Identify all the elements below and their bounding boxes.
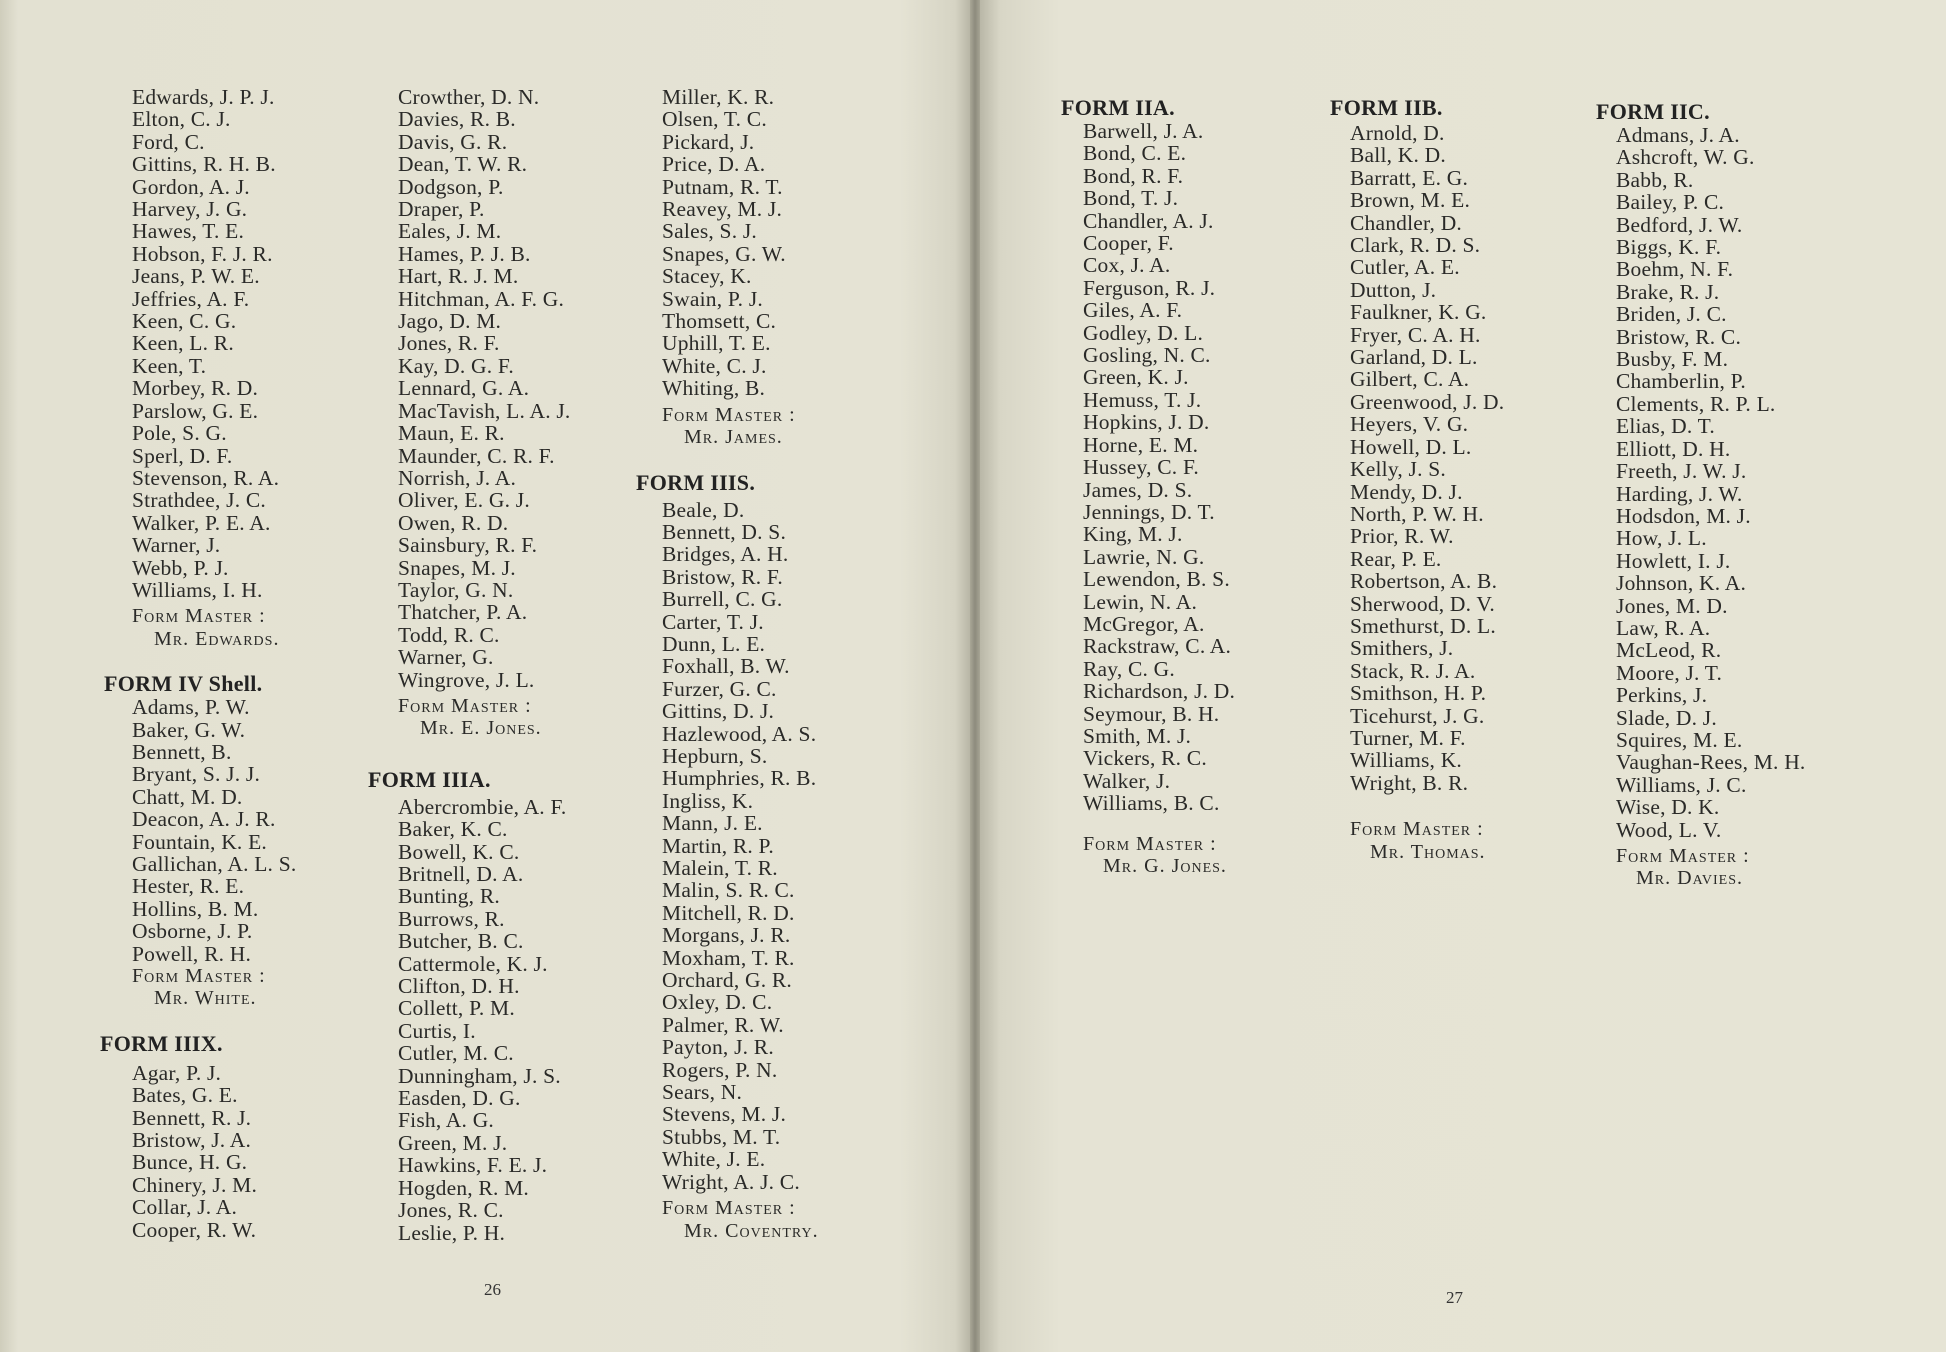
student-name: Harding, J. W.: [1616, 481, 1743, 506]
name-list: [398, 796, 668, 1244]
student-name: Collett, P. M.: [398, 996, 515, 1021]
student-name: Agar, P. J.: [132, 1060, 222, 1085]
student-name: Gosling, N. C.: [1083, 343, 1211, 368]
student-name: Walker, P. E. A.: [132, 510, 271, 535]
student-name: Bennett, D. S.: [662, 519, 787, 544]
student-name: Vickers, R. C.: [1083, 746, 1207, 771]
student-name: Swain, P. J.: [662, 286, 763, 311]
student-name: Sales, S. J.: [662, 219, 757, 244]
student-name: McGregor, A.: [1083, 611, 1205, 636]
student-name: Wright, A. J. C.: [662, 1169, 800, 1194]
student-name: Keen, C. G.: [132, 309, 237, 334]
form-master-name: Mr. E. Jones.: [420, 717, 542, 740]
student-name: Barwell, J. A.: [1083, 119, 1204, 143]
student-name: Cooper, R. W.: [132, 1217, 257, 1242]
student-name: Hart, R. J. M.: [398, 264, 519, 289]
student-name: Barratt, E. G.: [1350, 165, 1469, 190]
form-heading: FORM IIA.: [1061, 95, 1175, 120]
page-number: 27: [1446, 1288, 1463, 1307]
name-list: [662, 86, 932, 400]
student-name: Heyers, V. G.: [1350, 412, 1469, 437]
student-name: Bennett, R. J.: [132, 1105, 252, 1130]
student-name: Butcher, B. C.: [398, 929, 524, 954]
student-name: Maunder, C. R. F.: [398, 443, 555, 468]
left-col-3: [636, 85, 932, 1242]
student-name: Pole, S. G.: [132, 421, 227, 446]
student-name: Sears, N.: [662, 1080, 743, 1105]
student-name: Keen, T.: [132, 353, 207, 378]
student-name: Bates, G. E.: [132, 1083, 238, 1108]
student-name: Bristow, J. A.: [132, 1128, 252, 1153]
form-master-label: Form Master :: [1616, 845, 1750, 867]
student-name: Richardson, J. D.: [1083, 679, 1236, 704]
student-name: Snapes, M. J.: [398, 555, 516, 580]
student-name: Deacon, A. J. R.: [132, 807, 276, 832]
student-name: Elias, D. T.: [1616, 414, 1715, 439]
student-name: Palmer, R. W.: [662, 1012, 784, 1037]
student-name: Horne, E. M.: [1083, 432, 1199, 457]
student-name: Warner, J.: [132, 533, 221, 558]
form-master-name: Mr. G. Jones.: [1103, 855, 1227, 877]
student-name: Eales, J. M.: [398, 219, 502, 244]
student-name: Lewendon, B. S.: [1083, 567, 1230, 592]
student-name: Dunningham, J. S.: [398, 1063, 561, 1088]
student-name: How, J. L.: [1616, 526, 1707, 551]
name-list: [132, 696, 402, 965]
student-name: King, M. J.: [1083, 522, 1183, 547]
right-col-3: [1596, 100, 1866, 890]
student-name: Smethurst, D. L.: [1350, 613, 1496, 638]
name-list: [1330, 122, 1600, 794]
student-name: Clifton, D. H.: [398, 974, 520, 999]
student-name: Draper, P.: [398, 197, 485, 222]
student-name: Todd, R. C.: [398, 622, 500, 647]
student-name: Jeans, P. W. E.: [132, 264, 260, 289]
student-name: Babb, R.: [1616, 167, 1694, 192]
student-name: Bristow, R. F.: [662, 564, 783, 589]
student-name: Humphries, R. B.: [662, 766, 817, 791]
student-name: Mendy, D. J.: [1350, 479, 1463, 504]
form-master-label: Form Master :: [662, 1197, 796, 1220]
student-name: Fish, A. G.: [398, 1108, 494, 1133]
form-master-name: Mr. James.: [684, 426, 783, 449]
student-name: Wise, D. K.: [1616, 795, 1720, 820]
student-name: Ingliss, K.: [662, 788, 754, 813]
student-name: Hazlewood, A. S.: [662, 721, 817, 746]
student-name: Davis, G. R.: [398, 129, 508, 154]
form-heading: FORM IIIX.: [100, 1030, 223, 1056]
student-name: Hames, P. J. B.: [398, 241, 531, 266]
student-name: Malin, S. R. C.: [662, 878, 795, 903]
form-master-label: Form Master :: [132, 965, 266, 988]
form-master-name: Mr. Edwards.: [154, 627, 280, 650]
student-name: Britnell, D. A.: [398, 862, 524, 886]
student-name: Leslie, P. H.: [398, 1220, 506, 1245]
student-name: McLeod, R.: [1616, 638, 1722, 663]
student-name: Hepburn, S.: [662, 743, 768, 768]
student-name: Sherwood, D. V.: [1350, 591, 1495, 616]
student-name: Morbey, R. D.: [132, 376, 259, 401]
student-name: Williams, B. C.: [1083, 791, 1220, 816]
student-name: Lennard, G. A.: [398, 376, 530, 401]
student-name: Cooper, F.: [1083, 231, 1174, 256]
student-name: Dutton, J.: [1350, 277, 1437, 302]
name-list: [398, 86, 668, 691]
student-name: Stack, R. J. A.: [1350, 658, 1476, 683]
student-name: Howell, D. L.: [1350, 434, 1472, 459]
student-name: Powell, R. H.: [132, 941, 252, 966]
student-name: Hawkins, F. E. J.: [398, 1153, 548, 1178]
student-name: Bond, T. J.: [1083, 186, 1179, 211]
name-list: [1061, 120, 1331, 815]
student-name: Putnam, R. T.: [662, 174, 783, 199]
student-name: Baker, K. C.: [398, 817, 508, 842]
student-name: Bryant, S. J. J.: [132, 762, 261, 787]
student-name: Smith, M. J.: [1083, 723, 1192, 748]
student-name: Williams, K.: [1350, 748, 1463, 773]
student-name: Gilbert, C. A.: [1350, 367, 1470, 392]
left-col-1: [100, 85, 402, 1242]
student-name: Prior, R. W.: [1350, 524, 1454, 549]
student-name: Thatcher, P. A.: [398, 600, 528, 625]
student-name: Carter, T. J.: [662, 609, 764, 634]
student-name: Ferguson, R. J.: [1083, 275, 1216, 300]
student-name: Giles, A. F.: [1083, 298, 1183, 323]
student-name: Burrell, C. G.: [662, 587, 783, 612]
student-name: Hester, R. E.: [132, 874, 245, 899]
student-name: Hobson, F. J. R.: [132, 241, 273, 266]
student-name: Hodsdon, M. J.: [1616, 503, 1751, 528]
form-heading: FORM IV Shell.: [104, 671, 263, 697]
student-name: Bunce, H. G.: [132, 1150, 248, 1175]
student-name: Osborne, J. P.: [132, 919, 253, 944]
student-name: James, D. S.: [1083, 477, 1193, 502]
student-name: Green, M. J.: [398, 1130, 508, 1155]
student-name: Ashcroft, W. G.: [1616, 145, 1755, 170]
book-gutter: [970, 0, 980, 1352]
student-name: Dodgson, P.: [398, 174, 504, 199]
form-heading: FORM IIC.: [1596, 99, 1710, 124]
student-name: Bristow, R. C.: [1616, 324, 1742, 349]
student-name: Bond, C. E.: [1083, 141, 1187, 166]
student-name: Law, R. A.: [1616, 615, 1711, 640]
student-name: Bunting, R.: [398, 884, 500, 909]
form-heading: FORM IIB.: [1330, 95, 1443, 120]
student-name: Cox, J. A.: [1083, 253, 1171, 278]
form-master-label: Form Master :: [662, 403, 796, 426]
student-name: Fountain, K. E.: [132, 829, 267, 854]
student-name: Busby, F. M.: [1616, 347, 1729, 372]
student-name: Snapes, G. W.: [662, 241, 786, 266]
form-master-name: Mr. Davies.: [1636, 867, 1743, 890]
student-name: Ball, K. D.: [1350, 143, 1446, 168]
name-list: [1596, 124, 1866, 841]
student-name: Malein, T. R.: [662, 856, 778, 880]
student-name: Thomsett, C.: [662, 309, 777, 334]
student-name: Burrows, R.: [398, 906, 505, 931]
student-name: Fryer, C. A. H.: [1350, 322, 1481, 347]
student-name: Vaughan-Rees, M. H.: [1616, 750, 1806, 775]
form-master-label: Form Master :: [398, 694, 532, 717]
student-name: Green, K. J.: [1083, 365, 1189, 390]
student-name: Brown, M. E.: [1350, 188, 1471, 213]
student-name: Strathdee, J. C.: [132, 488, 266, 513]
student-name: Chatt, M. D.: [132, 784, 243, 809]
student-name: Bond, R. F.: [1083, 163, 1184, 188]
student-name: Webb, P. J.: [132, 555, 229, 580]
student-name: Hussey, C. F.: [1083, 455, 1199, 480]
student-name: Ray, C. G.: [1083, 656, 1175, 681]
student-name: Gordon, A. J.: [132, 174, 250, 199]
student-name: Chandler, A. J.: [1083, 208, 1214, 233]
student-name: Mitchell, R. D.: [662, 900, 795, 925]
student-name: Foxhall, B. W.: [662, 654, 790, 679]
student-name: Williams, J. C.: [1616, 772, 1747, 797]
student-name: Johnson, K. A.: [1616, 571, 1747, 596]
student-name: Oxley, D. C.: [662, 990, 773, 1015]
student-name: Stevens, M. J.: [662, 1102, 787, 1127]
form-master-label: Form Master :: [1350, 818, 1484, 841]
student-name: White, C. J.: [662, 353, 767, 378]
student-name: Wingrove, J. L.: [398, 667, 535, 692]
student-name: Gittins, D. J.: [662, 699, 775, 724]
student-name: Payton, J. R.: [662, 1035, 774, 1060]
student-name: Collar, J. A.: [132, 1195, 238, 1220]
form-heading: FORM IIIS.: [636, 469, 756, 495]
student-name: Edwards, J. P. J.: [132, 85, 275, 109]
student-name: Cutler, A. E.: [1350, 255, 1460, 280]
student-name: Briden, J. C.: [1616, 302, 1727, 327]
student-name: Bailey, P. C.: [1616, 190, 1725, 215]
form-master-name: Mr. Coventry.: [684, 1219, 819, 1242]
student-name: Hemuss, T. J.: [1083, 387, 1202, 412]
student-name: Boehm, N. F.: [1616, 257, 1734, 282]
form-master-name: Mr. White.: [154, 987, 257, 1010]
student-name: Hogden, R. M.: [398, 1175, 530, 1200]
student-name: Elton, C. J.: [132, 107, 231, 132]
student-name: Howlett, I. J.: [1616, 548, 1731, 573]
student-name: Beale, D.: [662, 497, 745, 522]
student-name: Adams, P. W.: [132, 695, 250, 720]
right-col-1: [1061, 96, 1331, 877]
form-master-name: Mr. Thomas.: [1370, 840, 1486, 863]
student-name: Owen, R. D.: [398, 510, 509, 535]
student-name: Brake, R. J.: [1616, 279, 1720, 304]
student-name: Godley, D. L.: [1083, 320, 1204, 345]
student-name: Jeffries, A. F.: [132, 286, 250, 311]
student-name: Cattermole, K. J.: [398, 951, 548, 976]
form-master-label: Form Master :: [132, 605, 266, 628]
student-name: Cutler, M. C.: [398, 1041, 514, 1066]
student-name: Bennett, B.: [132, 739, 232, 764]
student-name: Orchard, G. R.: [662, 968, 792, 993]
student-name: Jones, R. C.: [398, 1198, 504, 1223]
student-name: Freeth, J. W. J.: [1616, 459, 1747, 484]
student-name: Bridges, A. H.: [662, 542, 789, 567]
student-name: Sainsbury, R. F.: [398, 533, 538, 558]
student-name: Admans, J. A.: [1616, 123, 1740, 147]
student-name: Jones, R. F.: [398, 331, 500, 356]
student-name: Dean, T. W. R.: [398, 152, 528, 177]
student-name: Baker, G. W.: [132, 717, 246, 742]
student-name: Furzer, G. C.: [662, 676, 777, 701]
student-name: Keen, L. R.: [132, 331, 234, 356]
student-name: Mann, J. E.: [662, 811, 763, 836]
student-name: Abercrombie, A. F.: [398, 794, 567, 819]
student-name: Moxham, T. R.: [662, 945, 795, 970]
student-name: Rear, P. E.: [1350, 546, 1442, 571]
student-name: Maun, E. R.: [398, 421, 505, 446]
left-col-2: [368, 85, 668, 1245]
student-name: Martin, R. P.: [662, 833, 774, 858]
student-name: Stubbs, M. T.: [662, 1124, 781, 1149]
student-name: Norrish, J. A.: [398, 465, 517, 490]
student-name: Kay, D. G. F.: [398, 353, 514, 378]
student-name: Hollins, B. M.: [132, 896, 259, 921]
student-name: Dunn, L. E.: [662, 631, 766, 656]
student-name: Morgans, J. R.: [662, 923, 791, 948]
right-page: [980, 0, 1946, 1352]
student-name: Seymour, B. H.: [1083, 701, 1220, 726]
student-name: Arnold, D.: [1350, 121, 1445, 145]
student-name: Hopkins, J. D.: [1083, 410, 1210, 435]
student-name: Greenwood, J. D.: [1350, 389, 1505, 414]
student-name: Clark, R. D. S.: [1350, 233, 1481, 258]
student-name: Rogers, P. N.: [662, 1057, 778, 1082]
student-name: Faulkner, K. G.: [1350, 300, 1487, 325]
student-name: Gallichan, A. L. S.: [132, 852, 297, 876]
student-name: Easden, D. G.: [398, 1086, 521, 1111]
student-name: Clements, R. P. L.: [1616, 391, 1776, 416]
student-name: Biggs, K. F.: [1616, 235, 1722, 260]
student-name: Wood, L. V.: [1616, 817, 1722, 842]
name-list: [132, 86, 402, 601]
student-name: Slade, D. J.: [1616, 705, 1717, 730]
student-name: Bowell, K. C.: [398, 839, 520, 864]
student-name: Hitchman, A. F. G.: [398, 286, 565, 311]
student-name: North, P. W. H.: [1350, 501, 1484, 526]
student-name: Miller, K. R.: [662, 85, 775, 109]
student-name: Warner, G.: [398, 645, 494, 670]
student-name: Oliver, E. G. J.: [398, 488, 530, 513]
page-number: 26: [484, 1280, 501, 1299]
student-name: Lawrie, N. G.: [1083, 544, 1205, 569]
name-list: [662, 499, 932, 1194]
student-name: Stevenson, R. A.: [132, 465, 280, 490]
student-name: Moore, J. T.: [1616, 660, 1723, 685]
student-name: Hawes, T. E.: [132, 219, 245, 244]
student-name: Jones, M. D.: [1616, 593, 1728, 618]
student-name: Taylor, G. N.: [398, 577, 514, 602]
student-name: Rackstraw, C. A.: [1083, 634, 1232, 659]
student-name: Chandler, D.: [1350, 210, 1462, 235]
student-name: Kelly, J. S.: [1350, 457, 1446, 482]
student-name: Gittins, R. H. B.: [132, 152, 276, 177]
student-name: Smithson, H. P.: [1350, 681, 1487, 706]
student-name: Williams, I. H.: [132, 577, 263, 602]
student-name: Perkins, J.: [1616, 683, 1708, 708]
student-name: Uphill, T. E.: [662, 331, 771, 356]
student-name: Walker, J.: [1083, 768, 1171, 793]
student-name: Bedford, J. W.: [1616, 212, 1743, 237]
student-name: Lewin, N. A.: [1083, 589, 1198, 614]
student-name: Ticehurst, J. G.: [1350, 703, 1485, 728]
student-name: Stacey, K.: [662, 264, 752, 289]
student-name: Davies, R. B.: [398, 107, 516, 132]
student-name: Turner, M. F.: [1350, 725, 1466, 750]
student-name: Chinery, J. M.: [132, 1172, 258, 1197]
student-name: Parslow, G. E.: [132, 398, 259, 423]
student-name: Squires, M. E.: [1616, 727, 1743, 752]
student-name: Elliott, D. H.: [1616, 436, 1731, 461]
student-name: Jennings, D. T.: [1083, 499, 1215, 524]
student-name: Wright, B. R.: [1350, 770, 1469, 795]
student-name: Ford, C.: [132, 129, 205, 154]
student-name: Whiting, B.: [662, 376, 766, 401]
student-name: Crowther, D. N.: [398, 85, 540, 109]
student-name: Chamberlin, P.: [1616, 369, 1747, 394]
student-name: Olsen, T. C.: [662, 107, 767, 132]
student-name: MacTavish, L. A. J.: [398, 398, 571, 423]
name-list: [132, 1062, 402, 1241]
student-name: Reavey, M. J.: [662, 197, 783, 222]
student-name: Sperl, D. F.: [132, 443, 233, 468]
student-name: Garland, D. L.: [1350, 345, 1478, 370]
right-col-2: [1330, 96, 1600, 863]
student-name: White, J. E.: [662, 1147, 766, 1172]
student-name: Curtis, I.: [398, 1018, 476, 1043]
form-heading: FORM IIIA.: [368, 766, 491, 792]
student-name: Pickard, J.: [662, 129, 755, 154]
left-page: [0, 0, 970, 1352]
student-name: Price, D. A.: [662, 152, 766, 177]
student-name: Smithers, J.: [1350, 636, 1454, 661]
form-master-label: Form Master :: [1083, 832, 1217, 855]
student-name: Jago, D. M.: [398, 309, 502, 334]
student-name: Harvey, J. G.: [132, 197, 248, 222]
student-name: Robertson, A. B.: [1350, 569, 1498, 594]
